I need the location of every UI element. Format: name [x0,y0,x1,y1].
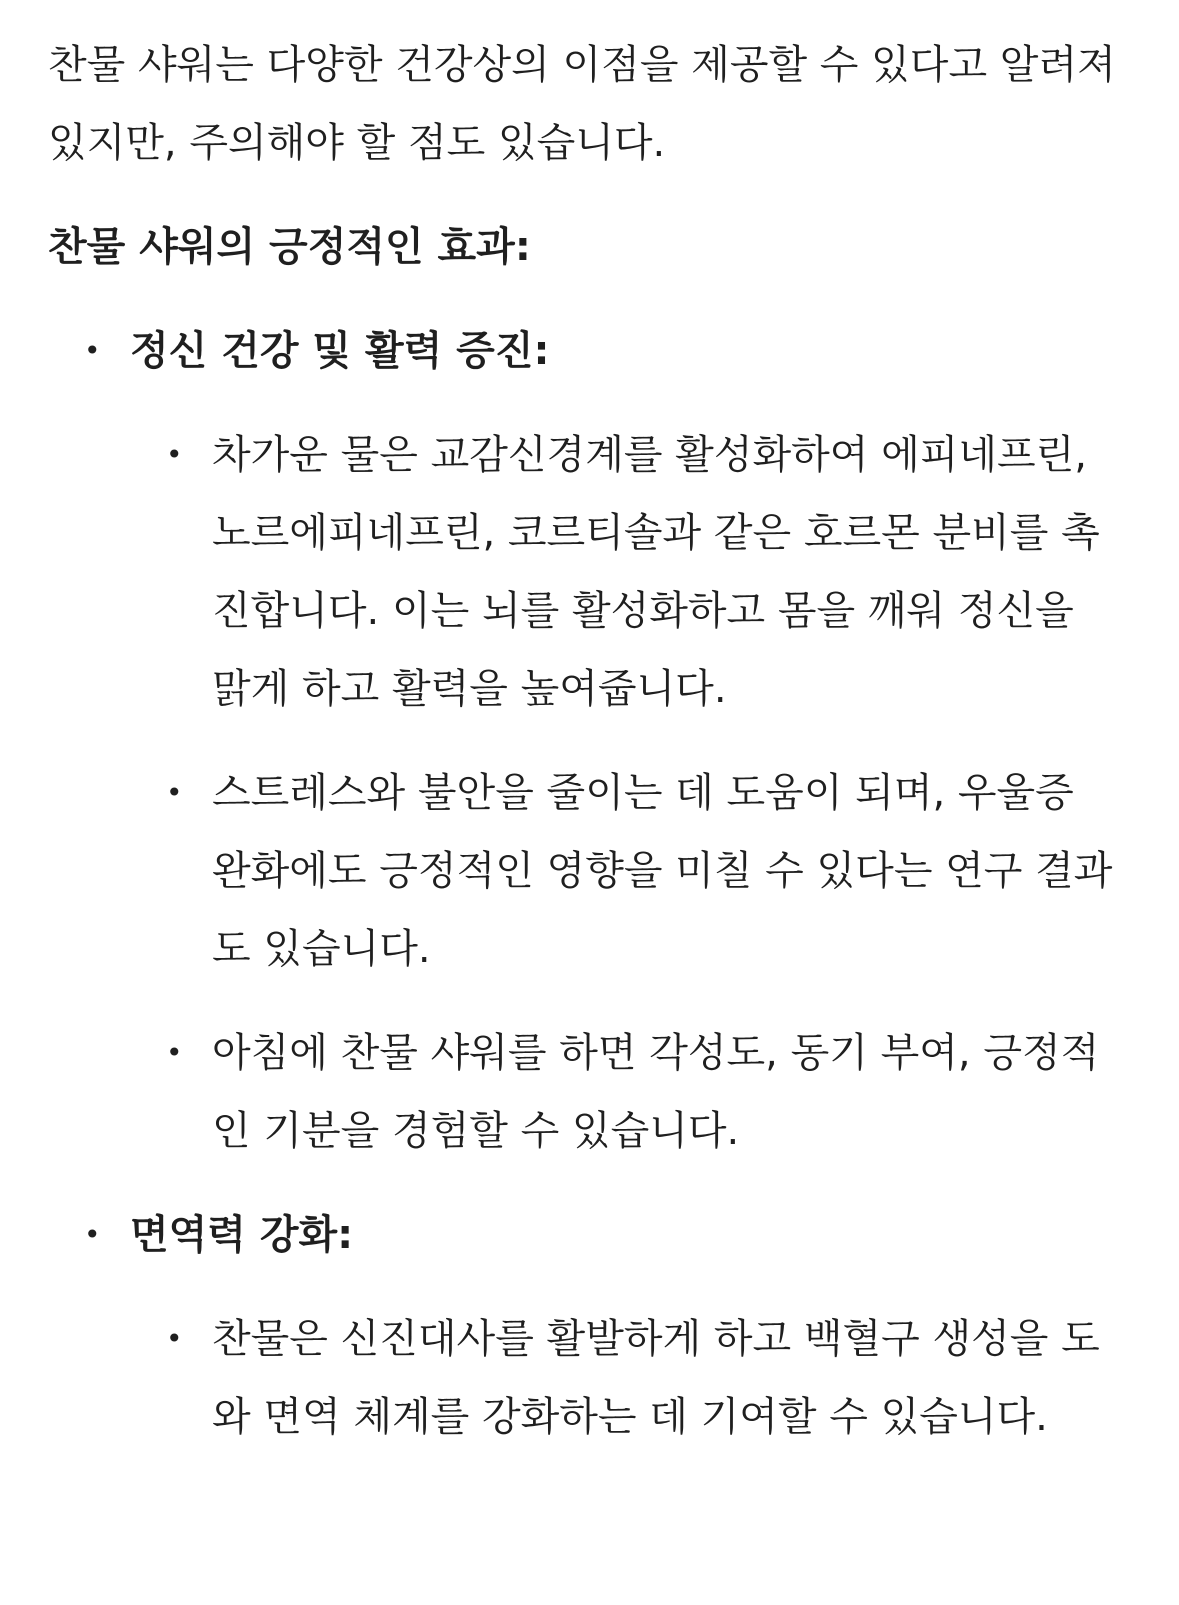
bullet-icon: • [84,334,101,367]
sub-list-item-text: 아침에 찬물 샤워를 하면 각성도, 동기 부여, 긍정적인 기분을 경험할 수 있습니다. [212,1030,1100,1154]
sub-list-item-text: 스트레스와 불안을 줄이는 데 도움이 되며, 우울증 완화에도 긍정적인 영향을 미칠 수 있다는 연구 결과도 있습니다. [212,770,1113,972]
list-item-mental-health [48,312,1119,1170]
section-heading: 찬물 샤워의 긍정적인 효과: [48,224,531,270]
bullet-icon: • [166,776,183,809]
bullet-icon: • [166,1036,183,1069]
bullet-icon: • [166,438,183,471]
bullet-icon: • [166,1322,183,1355]
sub-list-item [130,416,1119,728]
list-item-label: 면역력 강화: [130,1212,354,1258]
intro-paragraph: 찬물 샤워는 다양한 건강상의 이점을 제공할 수 있다고 알려져 있지만, 주의해야 할 점도 있습니다. [48,42,1116,166]
sub-list-item-text: 차가운 물은 교감신경계를 활성화하여 에피네프린, 노르에피네프린, 코르티솔과 같은 호르몬 분비를 촉진합니다. 이는 뇌를 활성화하고 몸을 깨워 정신을 맑게 하고 활력을 높여줍니다. [212,432,1100,712]
sub-list [130,416,1119,1170]
sub-list-item [130,1300,1119,1456]
list-item-label: 정신 건강 및 활력 증진: [130,328,550,374]
sub-list-item-text: 찬물은 신진대사를 활발하게 하고 백혈구 생성을 도와 면역 체계를 강화하는 데 기여할 수 있습니다. [212,1316,1100,1440]
benefit-list [48,312,1119,1456]
sub-list [130,1300,1119,1456]
sub-list-item [130,1014,1119,1170]
sub-list-item [130,754,1119,988]
bullet-icon: • [84,1218,101,1251]
list-item-immunity [48,1196,1119,1456]
